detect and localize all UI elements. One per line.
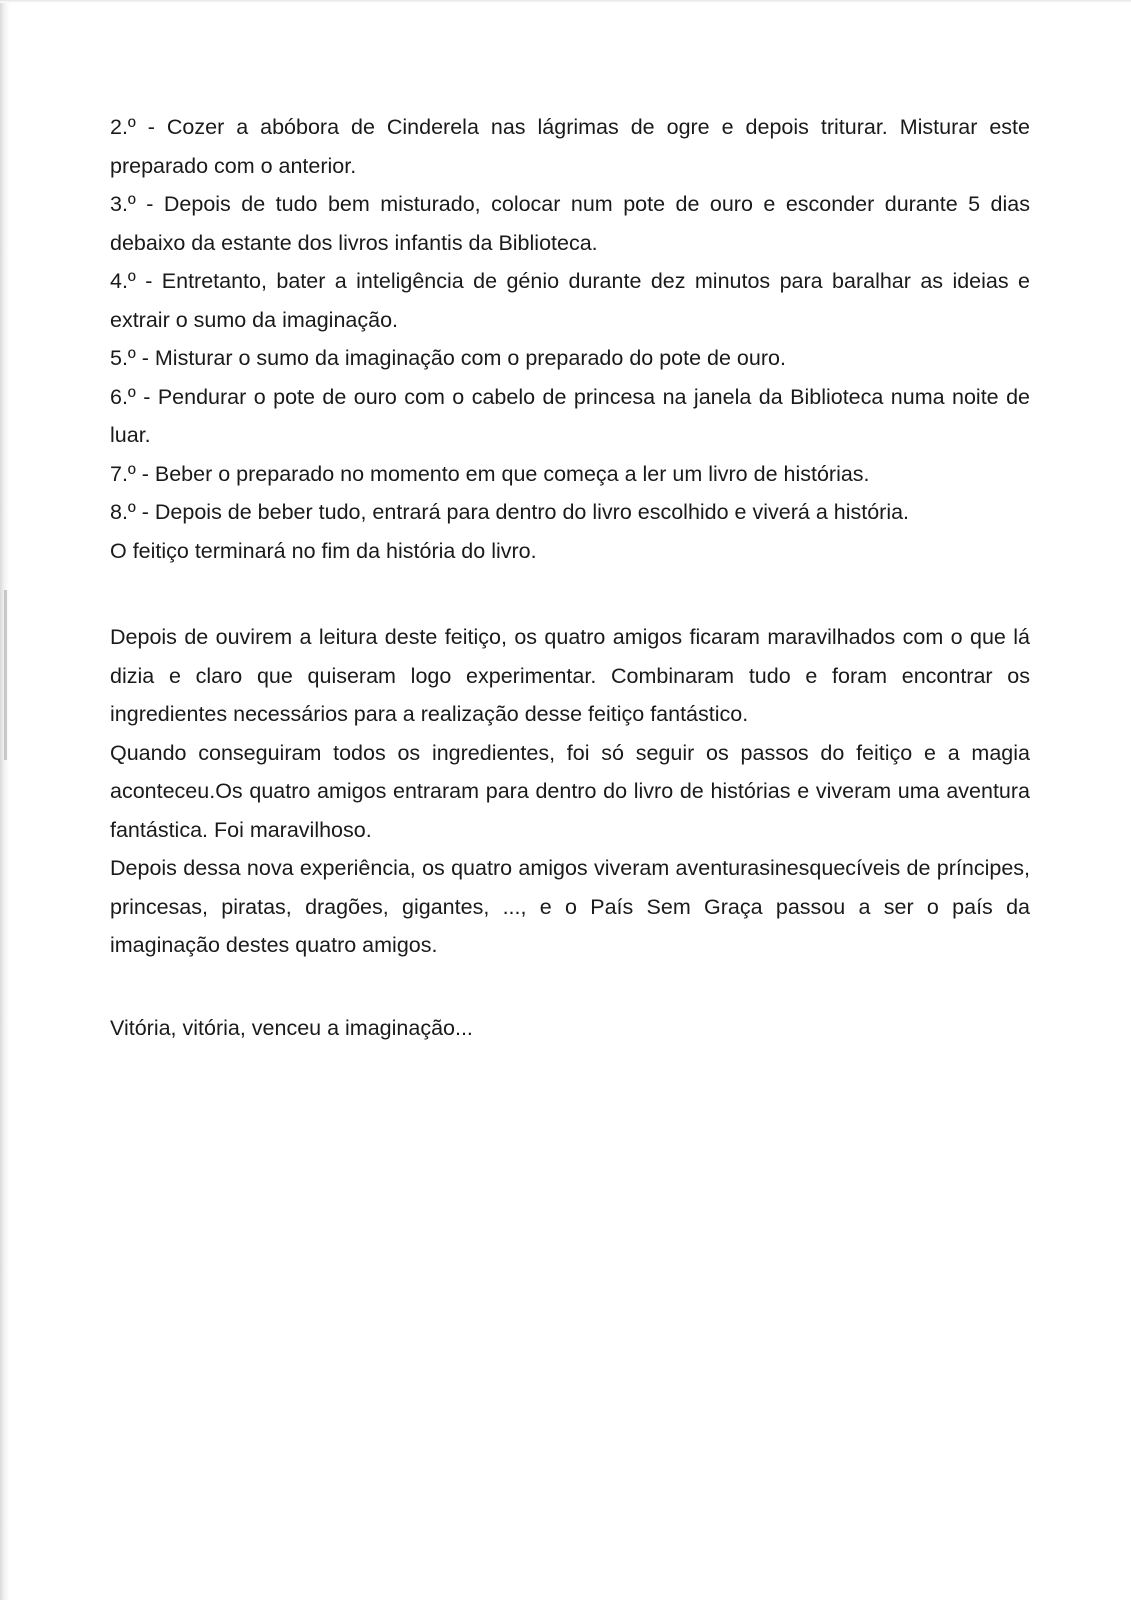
step-4: 4.º - Entretanto, bater a inteligência de génio durante dez minutos para baralhar as ideias e extrair o sumo da imaginação.	[110, 269, 1030, 332]
step-6: 6.º - Pendurar o pote de ouro com o cabelo de princesa na janela da Biblioteca numa noite de luar.	[110, 384, 1030, 447]
scan-top-shadow	[0, 0, 1131, 3]
narrative-paragraph-1: Depois de ouvirem a leitura deste feitiço, os quatro amigos ficaram maravilhados com o que lá dizia e claro que quiseram logo experimentar. Combinaram tudo e foram encontrar os ingredientes necessários para a realização desse feitiço fantástico.	[110, 625, 1030, 726]
closing-line: Vitória, vitória, venceu a imaginação...	[110, 1016, 473, 1040]
recipe-steps	[110, 108, 1030, 570]
step-3: 3.º - Depois de tudo bem misturado, colocar num pote de ouro e esconder durante 5 dias debaixo da estante dos livros infantis da Biblioteca.	[110, 192, 1030, 255]
step-2: 2.º - Cozer a abóbora de Cinderela nas lágrimas de ogre e depois triturar. Misturar este preparado com o anterior.	[110, 115, 1030, 178]
narrative-section	[110, 618, 1030, 965]
narrative-paragraph-2: Quando conseguiram todos os ingredientes, foi só seguir os passos do feitiço e a magia aconteceu.Os quatro amigos entraram para dentro do livro de histórias e viveram uma aventura fantástica. Foi maravilhoso.	[110, 740, 1030, 842]
scan-edge-mark	[4, 590, 7, 760]
closing-line-block	[110, 1009, 1030, 1048]
narrative-paragraph-3: Depois dessa nova experiência, os quatro amigos viveram aventurasinesquecíveis de príncipes, princesas, piratas, dragões, gigantes, ..., e o País Sem Graça passou a ser o país da imaginação destes quatro amigos.	[110, 856, 1030, 957]
step-8: 8.º - Depois de beber tudo, entrará para dentro do livro escolhido e viverá a história.	[110, 500, 910, 524]
step-5: 5.º - Misturar o sumo da imaginação com o preparado do pote de ouro.	[110, 346, 786, 370]
scan-edge-shadow	[0, 0, 10, 1600]
step-7: 7.º - Beber o preparado no momento em que começa a ler um livro de histórias.	[110, 461, 870, 486]
spell-end-note: O feitiço terminará no fim da história do livro.	[110, 538, 537, 563]
